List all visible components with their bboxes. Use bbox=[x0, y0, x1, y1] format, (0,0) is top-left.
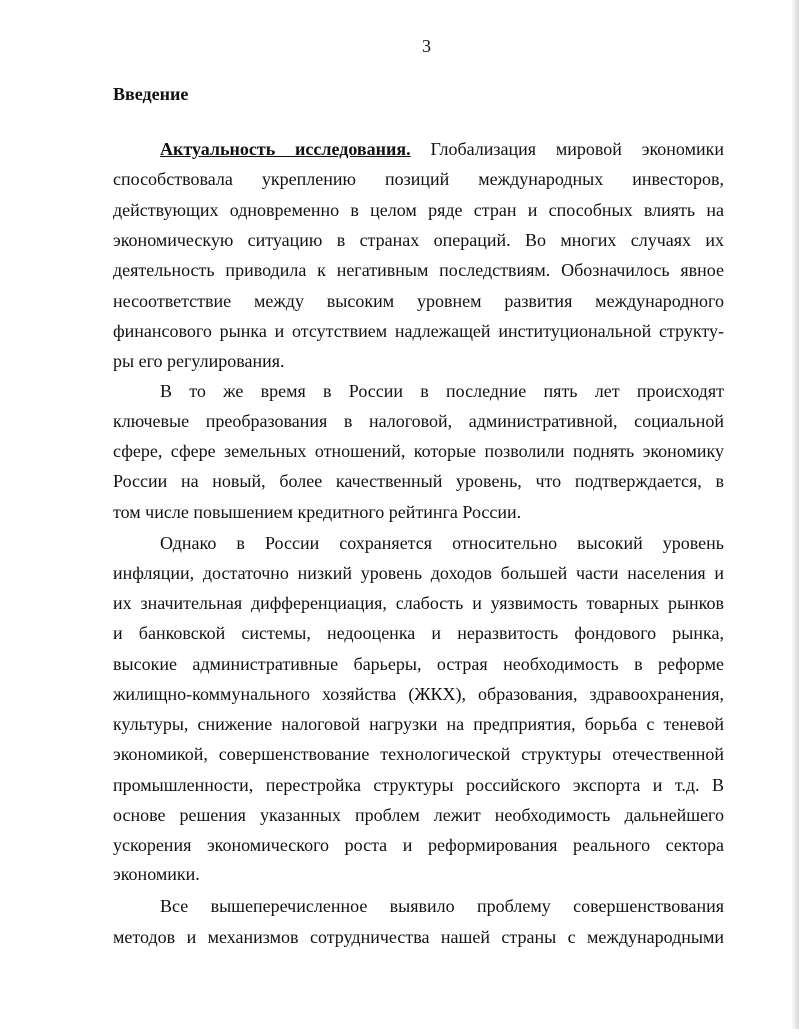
paragraph-2-line-2: ключевые преобразования в налоговой, административной, социальной bbox=[113, 411, 724, 431]
paragraph-3-line-7: культуры, снижение налоговой нагрузки на предприятия, борьба с теневой bbox=[113, 714, 724, 734]
paragraph-3-line-12: экономики. bbox=[113, 864, 200, 884]
paragraph-lead: Актуальность исследования. bbox=[160, 139, 411, 159]
paragraph-1-line-3: действующих одновременно в целом ряде стран и способных влиять на bbox=[113, 200, 724, 220]
paragraph-3-line-10: основе решения указанных проблем лежит необходимость дальнейшего bbox=[113, 805, 724, 825]
paragraph-4-line-1: Все вышеперечисленное выявило проблему совершенствования bbox=[160, 896, 724, 916]
page-number: 3 bbox=[422, 36, 431, 56]
paragraph-1-line-6: несоответствие между высоким уровнем развития международного bbox=[113, 291, 724, 311]
paragraph-1-line-5: деятельность приводила к негативным последствиям. Обозначилось явное bbox=[113, 260, 724, 280]
section-heading: Введение bbox=[113, 84, 189, 104]
paragraph-3-line-8: экономикой, совершенствование технологической структуры отечественной bbox=[113, 744, 724, 764]
paragraph-1-line-8: ры его регулирования. bbox=[113, 351, 285, 371]
paragraph-1-line-4: экономическую ситуацию в странах операций. Во многих случаях их bbox=[113, 230, 724, 250]
paragraph-3-line-2: инфляции, достаточно низкий уровень доходов большей части населения и bbox=[113, 563, 724, 583]
paragraph-1-line-1: Актуальность исследования. Глобализация мировой экономики bbox=[160, 139, 724, 159]
paragraph-1-line-2: способствовала укреплению позиций международных инвесторов, bbox=[113, 169, 724, 189]
paragraph-4-line-2: методов и механизмов сотрудничества нашей страны с международными bbox=[113, 927, 724, 947]
paragraph-3-line-9: промышленности, перестройка структуры российского экспорта и т.д. В bbox=[113, 775, 724, 795]
paragraph-3-line-1: Однако в России сохраняется относительно высокий уровень bbox=[160, 533, 724, 553]
paragraph-3-line-6: жилищно-коммунального хозяйства (ЖКХ), образования, здравоохранения, bbox=[113, 684, 724, 704]
paragraph-1-line-7: финансового рынка и отсутствием надлежащей институциональной структу- bbox=[113, 321, 724, 341]
paragraph-3-line-5: высокие административные барьеры, острая необходимость в реформе bbox=[113, 654, 724, 674]
paragraph-3-line-4: и банковской системы, недооценка и неразвитость фондового рынка, bbox=[113, 623, 724, 643]
paragraph-2-line-1: В то же время в России в последние пять лет происходят bbox=[160, 381, 724, 401]
paragraph-2-line-3: сфере, сфере земельных отношений, которые позволили поднять экономику bbox=[113, 441, 724, 461]
paragraph-3-line-11: ускорения экономического роста и реформирования реального сектора bbox=[113, 835, 724, 855]
paragraph-2-line-5: том числе повышением кредитного рейтинга России. bbox=[113, 502, 522, 522]
paragraph-2-line-4: России на новый, более качественный уровень, что подтверждается, в bbox=[113, 471, 724, 491]
paragraph-3-line-3: их значительная дифференциация, слабость и уязвимость товарных рынков bbox=[113, 593, 724, 613]
page-edge-shadow bbox=[791, 0, 799, 1029]
